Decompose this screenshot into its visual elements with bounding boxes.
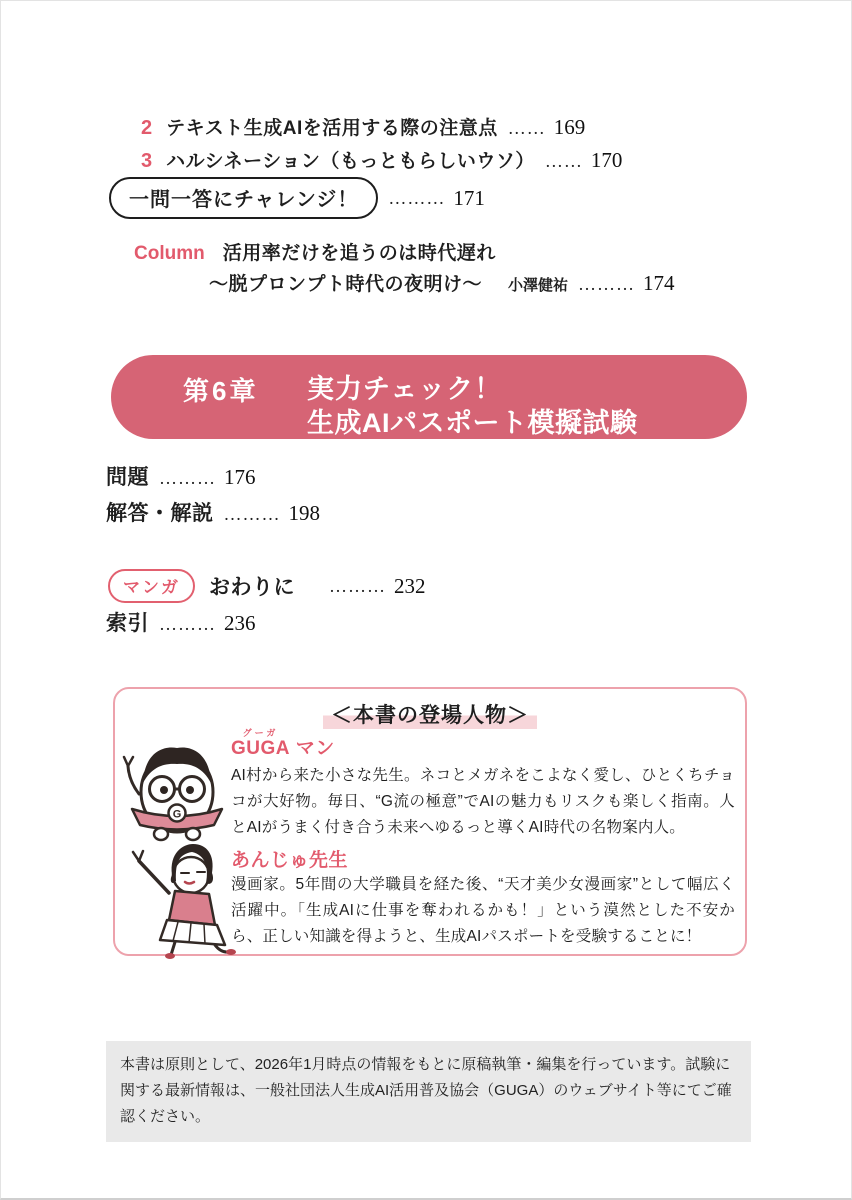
column-author: 小澤健祐 bbox=[508, 277, 569, 294]
column-row bbox=[134, 238, 496, 265]
toc-item-title: 問題 bbox=[106, 466, 149, 489]
leader-dots: ……… bbox=[159, 614, 216, 634]
toc-item-page: 198 bbox=[288, 501, 320, 525]
toc-item bbox=[106, 497, 320, 527]
chapter-banner bbox=[111, 355, 747, 439]
leader-dots: ……… bbox=[159, 468, 216, 488]
challenge-badge: 一問一答にチャレンジ！ bbox=[109, 177, 378, 219]
toc-item-title: 解答・解説 bbox=[106, 502, 214, 525]
toc-item-number: 2 bbox=[141, 117, 153, 139]
leader-dots: …… bbox=[507, 118, 546, 138]
character-name: あんじゅ先生 bbox=[231, 850, 349, 871]
manga-row bbox=[108, 569, 426, 603]
guga-man-illustration bbox=[119, 735, 231, 843]
leader-dots: ……… bbox=[578, 274, 636, 294]
column-subtitle: 〜脱プロンプト時代の夜明け〜 bbox=[209, 274, 483, 295]
characters-box-title: ＜本書の登場人物＞ bbox=[115, 699, 745, 729]
column-title: 活用率だけを追うのは時代遅れ bbox=[222, 243, 496, 264]
chapter-number: 第6章 bbox=[183, 376, 259, 406]
chapter-title-line1: 実力チェック！ bbox=[307, 374, 503, 404]
toc-item-number: 3 bbox=[141, 150, 153, 172]
character-description: 漫画家。5年間の大学職員を経た後、“天才美少女漫画家”として幅広く活躍中。「生成AIに仕事を奪われるかも！」という漠然とした不安から、正しい知識を得ようと、生成AIパスポートを受験することに！ bbox=[231, 876, 735, 945]
leader-dots: ……… bbox=[223, 504, 281, 524]
toc-item-page: 236 bbox=[224, 611, 256, 635]
toc-item-title: 索引 bbox=[106, 612, 149, 635]
svg-text:G: G bbox=[172, 808, 182, 821]
toc-item-title: おわりに bbox=[209, 576, 295, 599]
toc-item bbox=[106, 607, 256, 637]
toc-item-title: ハルシネーション（もっともらしいウソ） bbox=[166, 151, 535, 172]
toc-item-page: 176 bbox=[224, 465, 256, 489]
character-description: AI村から来た小さな先生。ネコとメガネをこよなく愛し、ひとくちチョコが大好物。毎日、“G流の極意”でAIの魅力もリスクも楽しく指南。人とAIがうまく付き合う未来へゆるっと導くAI時代の名物案内人。 bbox=[231, 767, 735, 836]
leader-dots: …… bbox=[544, 151, 583, 171]
characters-box bbox=[113, 687, 747, 956]
toc-item-title: テキスト生成AIを活用する際の注意点 bbox=[166, 118, 498, 139]
character-furigana: グーガ bbox=[242, 728, 279, 738]
toc-item bbox=[141, 113, 585, 140]
manga-badge: マンガ bbox=[108, 569, 195, 603]
chapter-title-line2: 生成AIパスポート模擬試験 bbox=[307, 408, 638, 438]
leader-dots: ……… bbox=[388, 187, 446, 208]
toc-item-page: 170 bbox=[590, 148, 623, 172]
leader-dots: ……… bbox=[329, 575, 386, 596]
challenge-row bbox=[109, 177, 485, 219]
character-name-latin: GUGA bbox=[231, 738, 290, 759]
edition-notice: 本書は原則として、2026年1月時点の情報をもとに原稿執筆・編集を行っています。試験に関する最新情報は、一般社団法人生成AI活用普及協会（GUGA）のウェブサイト等にてご確認ください。 bbox=[106, 1041, 751, 1142]
toc-item-page: 171 bbox=[453, 185, 485, 210]
toc-item-page: 232 bbox=[394, 573, 426, 598]
character-name-suffix: マン bbox=[295, 738, 335, 759]
toc-item bbox=[141, 146, 622, 173]
column-tag: Column bbox=[134, 243, 205, 264]
toc-item-page: 169 bbox=[553, 115, 586, 139]
column-row-2 bbox=[209, 269, 675, 296]
toc-item bbox=[106, 461, 256, 491]
toc-item-page: 174 bbox=[643, 271, 675, 295]
character-name bbox=[231, 729, 335, 760]
